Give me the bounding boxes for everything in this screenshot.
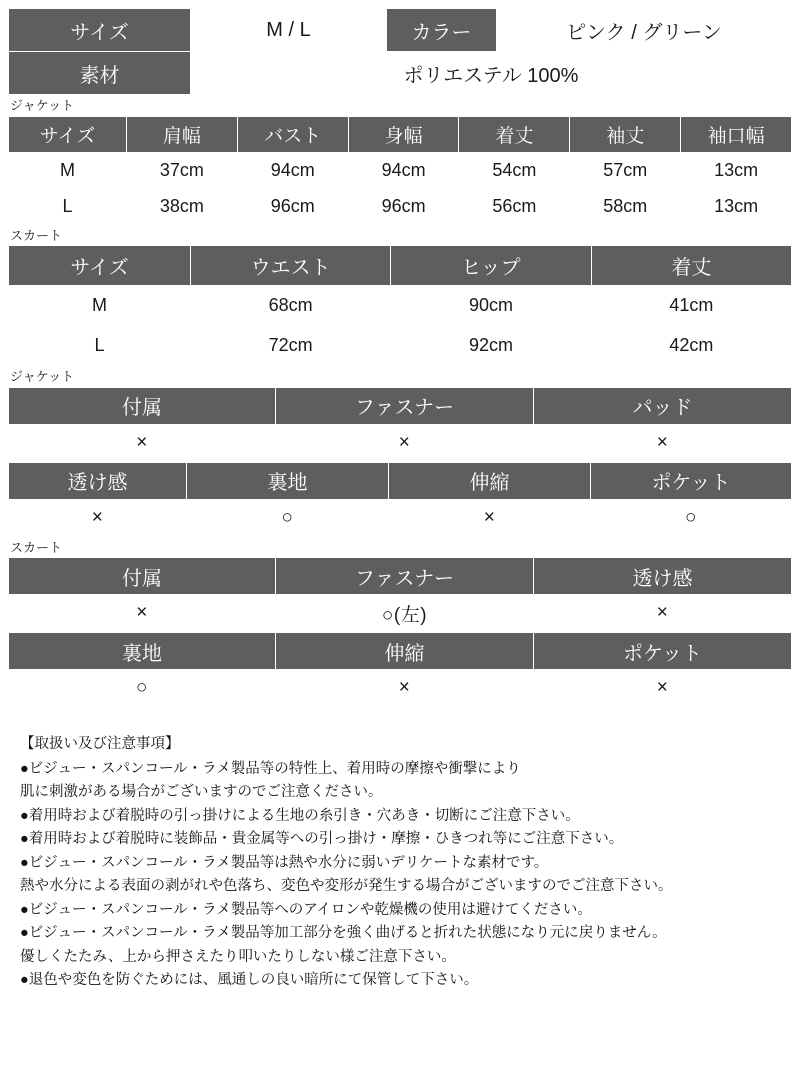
table-header-row xyxy=(9,462,792,499)
cell: 57cm xyxy=(570,152,681,188)
care-note-line: ●退色や変色を防ぐためには、風通しの良い暗所にて保管して下さい。 xyxy=(20,972,479,989)
care-note-line: ●ビジュー・スパンコール・ラメ製品等加工部分を強く曲げると折れた状態になり元に戻りません。 xyxy=(20,925,667,942)
table-row xyxy=(9,326,792,366)
col-header-sheerness: 透け感 xyxy=(9,462,187,499)
cell: ○ xyxy=(591,499,792,536)
section-label-skirt-features: スカート xyxy=(10,539,63,555)
care-note-line: 熱や水分による表面の剥がれや色落ち、変色や変形が発生する場合がございますのでご注意下さい。 xyxy=(20,878,673,895)
table-header-row xyxy=(9,116,792,152)
care-note-line: ●ビジュー・スパンコール・ラメ製品等の特性上、着用時の摩擦や衝撃により xyxy=(20,760,521,777)
cell: 92cm xyxy=(391,326,591,366)
cell: L xyxy=(9,326,191,366)
col-header-accessory: 付属 xyxy=(9,387,276,424)
spec-label-size: サイズ xyxy=(9,9,191,52)
table-row xyxy=(9,9,792,52)
section-label-skirt-size: スカート xyxy=(10,227,63,243)
cell: 94cm xyxy=(237,152,348,188)
jacket-features-table-2 xyxy=(8,462,792,537)
cell: 56cm xyxy=(459,188,570,224)
skirt-features-table-1 xyxy=(8,557,792,632)
table-row xyxy=(9,595,792,632)
table-header-row xyxy=(9,246,792,286)
care-note-line: ●着用時および着脱時に装飾品・貴金属等への引っ掛け・摩擦・ひきつれ等にご注意下さい。 xyxy=(20,831,624,848)
cell: × xyxy=(534,670,792,707)
table-row xyxy=(9,52,792,95)
care-note-line: ●着用時および着脱時の引っ掛けによる生地の糸引き・穴あき・切断にご注意下さい。 xyxy=(20,807,580,824)
cell: ○ xyxy=(9,670,276,707)
spec-label-material: 素材 xyxy=(9,52,191,95)
col-header-bust: バスト xyxy=(237,116,348,152)
cell: × xyxy=(9,595,276,632)
care-notes-title: 【取扱い及び注意事項】 xyxy=(20,736,180,753)
cell: M xyxy=(9,286,191,326)
col-header-pad: パッド xyxy=(534,387,792,424)
cell: × xyxy=(9,499,187,536)
col-header-length: 着丈 xyxy=(591,246,791,286)
product-spec-table xyxy=(8,8,792,95)
col-header-hip: ヒップ xyxy=(391,246,591,286)
table-header-row xyxy=(9,558,792,595)
care-notes xyxy=(8,733,792,992)
skirt-features-table-2 xyxy=(8,632,792,707)
col-header-stretch: 伸縮 xyxy=(276,633,534,670)
col-header-lining: 裏地 xyxy=(187,462,389,499)
care-note-line: ●ビジュー・スパンコール・ラメ製品等は熱や水分に弱いデリケートな素材です。 xyxy=(20,854,549,871)
care-note-line: ●ビジュー・スパンコール・ラメ製品等へのアイロンや乾燥機の使用は避けてください。 xyxy=(20,901,592,918)
col-header-size: サイズ xyxy=(9,246,191,286)
col-header-size: サイズ xyxy=(9,116,127,152)
cell: × xyxy=(276,424,534,461)
col-header-pocket: ポケット xyxy=(591,462,792,499)
cell: 54cm xyxy=(459,152,570,188)
spec-value-material: ポリエステル 100% xyxy=(191,52,792,95)
cell: ○ xyxy=(187,499,389,536)
col-header-zipper: ファスナー xyxy=(276,558,534,595)
table-row xyxy=(9,670,792,707)
cell: × xyxy=(276,670,534,707)
col-header-zipper: ファスナー xyxy=(276,387,534,424)
spec-value-size: M / L xyxy=(191,9,387,52)
cell: 13cm xyxy=(681,152,792,188)
spec-label-color: カラー xyxy=(387,9,497,52)
cell: 94cm xyxy=(348,152,459,188)
cell: 96cm xyxy=(348,188,459,224)
col-header-waist: ウエスト xyxy=(191,246,391,286)
col-header-cuff-width: 袖口幅 xyxy=(681,116,792,152)
section-label-jacket-features: ジャケット xyxy=(10,369,75,385)
cell: 38cm xyxy=(127,188,238,224)
cell: 90cm xyxy=(391,286,591,326)
cell: × xyxy=(534,595,792,632)
cell: 42cm xyxy=(591,326,791,366)
care-note-line: 優しくたたみ、上から押さえたり叩いたりしない様ご注意下さい。 xyxy=(20,948,456,965)
col-header-lining: 裏地 xyxy=(9,633,276,670)
cell: 68cm xyxy=(191,286,391,326)
col-header-length: 着丈 xyxy=(459,116,570,152)
skirt-size-table xyxy=(8,245,792,366)
cell: 41cm xyxy=(591,286,791,326)
care-note-line: 肌に刺激がある場合がございますのでご注意ください。 xyxy=(20,784,383,801)
section-label-jacket-size: ジャケット xyxy=(10,98,75,113)
col-header-stretch: 伸縮 xyxy=(389,462,591,499)
cell: L xyxy=(9,188,127,224)
cell: × xyxy=(389,499,591,536)
cell: M xyxy=(9,152,127,188)
jacket-features-table-1 xyxy=(8,387,792,462)
cell: ○(左) xyxy=(276,595,534,632)
col-header-shoulder: 肩幅 xyxy=(127,116,238,152)
table-header-row xyxy=(9,633,792,670)
cell: 72cm xyxy=(191,326,391,366)
table-row xyxy=(9,188,792,224)
cell: × xyxy=(9,424,276,461)
col-header-accessory: 付属 xyxy=(9,558,276,595)
col-header-sleeve-length: 袖丈 xyxy=(570,116,681,152)
jacket-size-table xyxy=(8,116,792,225)
cell: × xyxy=(534,424,792,461)
col-header-sheerness: 透け感 xyxy=(534,558,792,595)
cell: 58cm xyxy=(570,188,681,224)
spec-value-color: ピンク / グリーン xyxy=(497,9,792,52)
cell: 37cm xyxy=(127,152,238,188)
col-header-width: 身幅 xyxy=(348,116,459,152)
table-row xyxy=(9,424,792,461)
cell: 13cm xyxy=(681,188,792,224)
table-row xyxy=(9,499,792,536)
cell: 96cm xyxy=(237,188,348,224)
table-row xyxy=(9,152,792,188)
table-row xyxy=(9,286,792,326)
table-header-row xyxy=(9,387,792,424)
col-header-pocket: ポケット xyxy=(534,633,792,670)
